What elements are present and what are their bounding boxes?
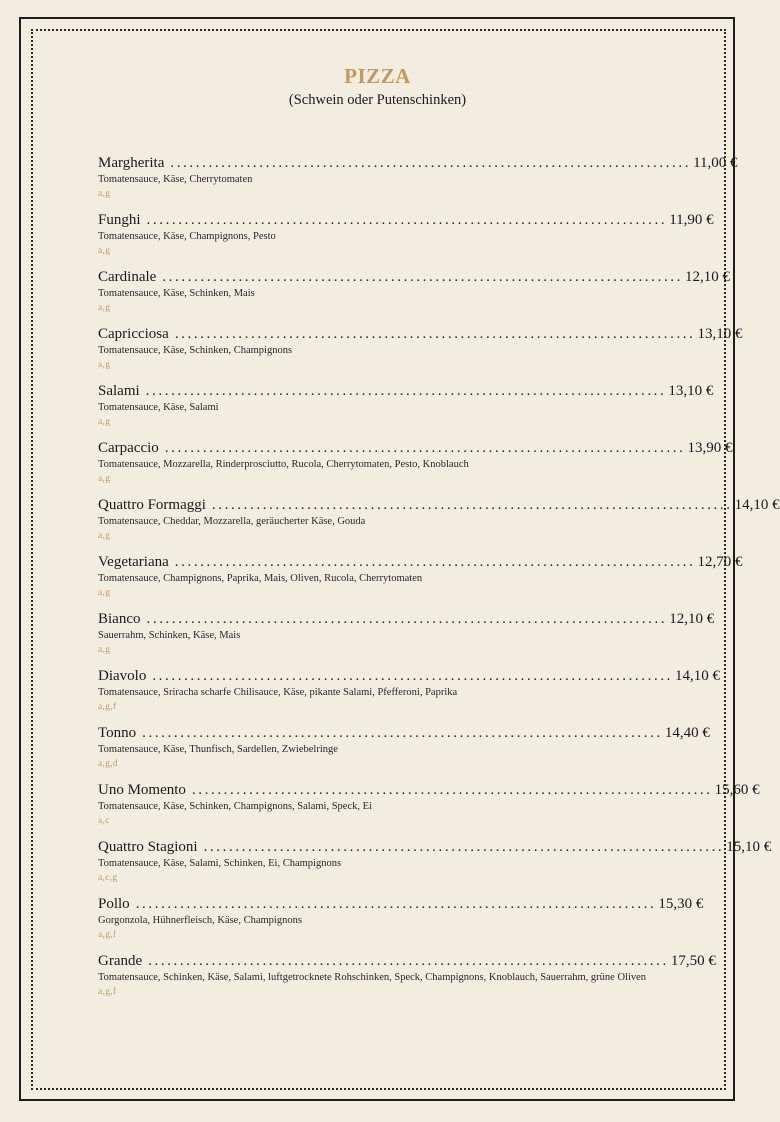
item-allergens: a,g — [98, 645, 111, 655]
item-allergens: a,c — [98, 816, 110, 826]
item-description: Tomatensauce, Käse, Champignons, Pesto — [98, 231, 276, 242]
item-price: 12,10 € — [685, 269, 731, 285]
item-description: Tomatensauce, Cheddar, Mozzarella, geräucherter Käse, Gouda — [98, 516, 366, 527]
item-description: Tomatensauce, Käse, Cherrytomaten — [98, 174, 253, 185]
item-name: Cardinale — [98, 269, 157, 285]
item-price: 17,50 € — [670, 953, 716, 969]
menu-item-carpaccio — [98, 439, 733, 487]
item-description: Tomatensauce, Käse, Schinken, Mais — [98, 288, 255, 299]
menu-item-funghi — [98, 211, 714, 259]
menu-item-uno-momento — [98, 781, 760, 829]
menu-item-quattro-formaggi — [98, 496, 780, 544]
item-allergens: a,g — [98, 189, 111, 199]
item-price: 12,70 € — [697, 554, 743, 570]
item-name: Margherita — [98, 155, 165, 171]
item-description: Tomatensauce, Mozzarella, Rinderprosciutto, Rucola, Cherrytomaten, Pesto, Knoblauch — [98, 459, 469, 470]
item-name: Quattro Stagioni — [98, 839, 198, 855]
item-name: Funghi — [98, 212, 141, 228]
item-price: 11,90 € — [669, 212, 714, 228]
item-description: Gorgonzola, Hühnerfleisch, Käse, Champignons — [98, 915, 302, 926]
item-price: 12,10 € — [669, 611, 715, 627]
menu-item-diavolo — [98, 667, 721, 715]
pizza-menu-list — [98, 154, 780, 1009]
menu-item-cardinale — [98, 268, 731, 316]
menu-item-tonno — [98, 724, 710, 772]
dot-leader: .................................................................................. — [145, 383, 667, 399]
menu-item-quattro-stagioni — [98, 838, 772, 886]
menu-item-bianco — [98, 610, 715, 658]
dot-leader: .................................................................................. — [142, 725, 663, 741]
item-allergens: a,g — [98, 474, 111, 484]
item-name: Diavolo — [98, 668, 147, 684]
item-description: Tomatensauce, Champignons, Paprika, Mais, Oliven, Rucola, Cherrytomaten — [98, 573, 423, 584]
menu-item-grande — [98, 952, 716, 1000]
dot-leader: .................................................................................. — [152, 668, 674, 684]
item-name: Capricciosa — [98, 326, 169, 342]
dot-leader: .................................................................................. — [148, 953, 669, 969]
item-allergens: a,g — [98, 246, 111, 256]
item-allergens: a,c,g — [98, 873, 118, 883]
item-allergens: a,g — [98, 531, 111, 541]
item-name: Vegetariana — [98, 554, 169, 570]
menu-item-vegetariana — [98, 553, 743, 601]
menu-item-pollo — [98, 895, 704, 943]
item-allergens: a,g — [98, 303, 111, 313]
item-description: Sauerrahm, Schinken, Käse, Mais — [98, 630, 241, 641]
item-price: 14,40 € — [664, 725, 710, 741]
item-allergens: a,g — [98, 417, 111, 427]
page-title: PIZZA — [344, 64, 411, 88]
item-name: Grande — [98, 953, 143, 969]
item-allergens: a,g,f — [98, 702, 117, 712]
menu-item-margherita — [98, 154, 738, 202]
item-price: 15,30 € — [658, 896, 704, 912]
dot-leader: .................................................................................. — [164, 440, 686, 456]
item-price: 14,10 € — [734, 497, 780, 513]
item-allergens: a,g — [98, 360, 111, 370]
dot-leader: .................................................................................. — [211, 497, 733, 513]
item-name: Carpaccio — [98, 440, 159, 456]
item-price: 13,10 € — [668, 383, 714, 399]
item-name: Uno Momento — [98, 782, 186, 798]
item-description: Tomatensauce, Käse, Schinken, Champignons — [98, 345, 293, 356]
item-allergens: a,g,d — [98, 759, 118, 769]
dot-leader: .................................................................................. — [162, 269, 684, 285]
item-name: Pollo — [98, 896, 130, 912]
item-description: Tomatensauce, Sriracha scharfe Chilisauce, Käse, pikante Salami, Pfefferoni, Paprika — [98, 687, 458, 698]
item-price: 11,00 € — [693, 155, 738, 171]
item-description: Tomatensauce, Schinken, Käse, Salami, luftgetrocknete Rohschinken, Speck, Champignons, Knoblauch, Sauerrahm, grüne Oliven — [98, 972, 647, 983]
dot-leader: .................................................................................. — [191, 782, 713, 798]
item-price: 14,10 € — [675, 668, 721, 684]
item-name: Tonno — [98, 725, 137, 741]
item-allergens: a,g,f — [98, 987, 117, 997]
dot-leader: .................................................................................. — [203, 839, 725, 855]
dot-leader: .................................................................................. — [135, 896, 657, 912]
menu-item-salami — [98, 382, 714, 430]
item-name: Salami — [98, 383, 140, 399]
item-allergens: a,g — [98, 588, 111, 598]
item-description: Tomatensauce, Käse, Thunfisch, Sardellen, Zwiebelringe — [98, 744, 338, 755]
dot-leader: .................................................................................. — [174, 554, 696, 570]
item-price: 13,10 € — [697, 326, 743, 342]
item-name: Quattro Formaggi — [98, 497, 206, 513]
dot-leader: .................................................................................. — [146, 611, 668, 627]
item-price: 15,10 € — [726, 839, 772, 855]
item-description: Tomatensauce, Käse, Salami — [98, 402, 219, 413]
item-price: 15,60 € — [714, 782, 760, 798]
page-subtitle: (Schwein oder Putenschinken) — [288, 92, 467, 108]
item-description: Tomatensauce, Käse, Salami, Schinken, Ei, Champignons — [98, 858, 342, 869]
item-description: Tomatensauce, Käse, Schinken, Champignons, Salami, Speck, Ei — [98, 801, 372, 812]
menu-item-capricciosa — [98, 325, 743, 373]
dot-leader: .................................................................................. — [146, 212, 668, 228]
item-name: Bianco — [98, 611, 141, 627]
dot-leader: .................................................................................. — [170, 155, 692, 171]
dot-leader: .................................................................................. — [174, 326, 696, 342]
item-allergens: a,g,f — [98, 930, 117, 940]
menu-header — [0, 64, 755, 109]
item-price: 13,90 € — [687, 440, 733, 456]
